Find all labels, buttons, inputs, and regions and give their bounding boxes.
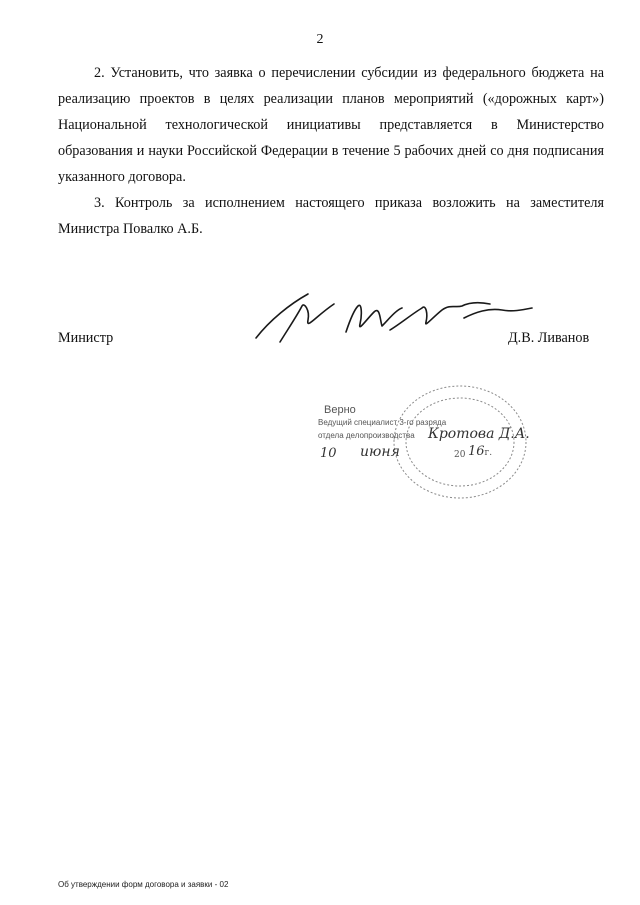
handwritten-signature (250, 280, 540, 360)
stamp-year-prefix: 20 (454, 450, 466, 460)
stamp-position: Ведущий специалист 3-го разряда (318, 418, 447, 427)
paragraph-2: 2. Установить, что заявка о перечислении субсидии из федерального бюджета на реализацию проектов в целях реализации планов мероприятий («дорожных карт») Национальной технологической инициативы представляется в Министерство образования и науки Российской Федерации в течение 5 рабочих дней со дня подписания указанного договора. (58, 65, 604, 185)
stamp-department: отдела делопроизводства (318, 431, 415, 440)
minister-title: Министр (58, 330, 114, 346)
page-number: 2 (316, 32, 324, 47)
stamp-handwritten-name: Кротова Д.А. (428, 426, 530, 442)
stamp-date-month: июня (360, 444, 400, 460)
stamp-date-day: 10 (320, 446, 337, 461)
paragraph-3: 3. Контроль за исполнением настоящего приказа возложить на заместителя Министра Повалко А.Б. (58, 195, 604, 237)
minister-name: Д.В. Ливанов (508, 330, 590, 346)
footer-document-id: Об утверждении форм договора и заявки - 02 (58, 880, 229, 889)
stamp-title: Верно (324, 404, 356, 416)
stamp-year-suffix: 16г. (468, 444, 493, 459)
certification-stamp (300, 374, 560, 504)
